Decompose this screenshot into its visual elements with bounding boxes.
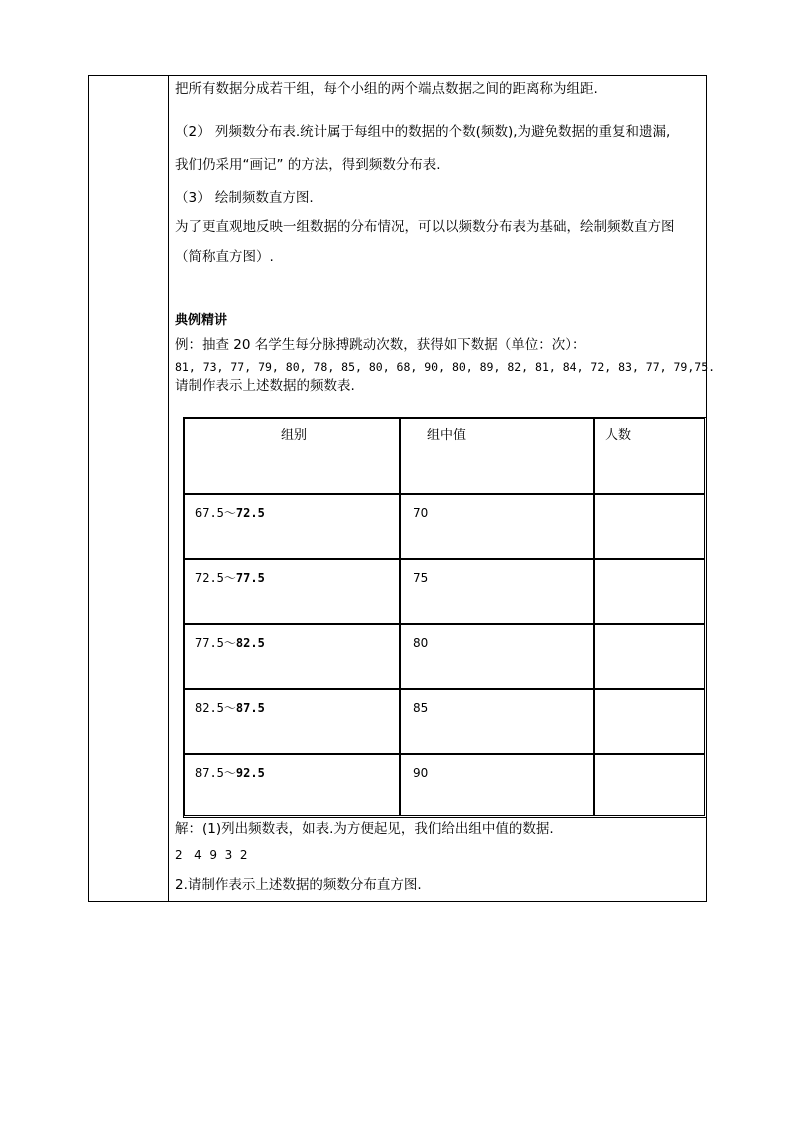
paragraph-histogram-intro: 为了更直观地反映一组数据的分布情况，可以以频数分布表为基础，绘制频数直方图 [175,219,675,235]
group-range: 67.5～72.5 [195,506,265,520]
paragraph-tally-method: 我们仍采用“画记” 的方法，得到频数分布表. [175,157,441,173]
header-midpoint: 组中值 [427,428,467,443]
table-cell [400,624,594,689]
outer-table [88,75,716,902]
midpoint-value: 75 [413,571,429,585]
table-row [184,624,400,689]
group-range: 77.5～82.5 [195,636,265,650]
count-cell [594,624,705,689]
example-statement: 例：抽查 20 名学生每分脉搏跳动次数，获得如下数据（单位：次）： [175,337,586,353]
group-range: 72.5～77.5 [195,571,265,585]
section-heading: 典例精讲 [175,313,228,328]
group-range: 87.5～92.5 [195,766,265,780]
midpoint-value: 90 [413,766,429,780]
paragraph-step-2: （2） 列频数分布表.统计属于每组中的数据的个数(频数),为避免数据的重复和遗漏, [175,124,671,140]
example-task: 请制作表示上述数据的频数表. [175,378,355,394]
table-row [184,689,400,754]
midpoint-value: 85 [413,701,429,715]
table-row [184,754,400,816]
solution-histogram-task: 2.请制作表示上述数据的频数分布直方图. [175,877,422,893]
table-row [184,559,400,624]
table-header-cell [594,418,705,494]
count-cell [594,754,705,816]
table-cell [400,559,594,624]
paragraph-step-3: （3） 绘制频数直方图. [175,190,314,206]
frequency-table [183,417,707,818]
table-header-cell [184,418,400,494]
header-group: 组别 [281,428,308,443]
table-cell [400,494,594,559]
midpoint-value: 70 [413,506,429,520]
midpoint-value: 80 [413,636,429,650]
table-row [184,494,400,559]
group-range: 82.5～87.5 [195,701,265,715]
table-cell [400,754,594,816]
count-cell [594,494,705,559]
example-data-numbers: 81, 73, 77, 79, 80, 78, 85, 80, 68, 90, 80, 89, 82, 81, 84, 72, 83, 77, 79,75. [175,360,716,374]
paragraph-histogram-short: （简称直方图）. [175,249,274,265]
header-count: 人数 [605,428,632,443]
solution-line: 解：(1)列出频数表，如表.为方便起见，我们给出组中值的数据. [175,821,554,837]
left-column-divider [168,76,169,901]
table-cell [400,689,594,754]
count-cell [594,559,705,624]
solution-counts: 2 4 9 3 2 [175,848,248,862]
table-header-cell [400,418,594,494]
paragraph-group-width: 把所有数据分成若干组，每个小组的两个端点数据之间的距离称为组距. [175,81,598,97]
count-cell [594,689,705,754]
